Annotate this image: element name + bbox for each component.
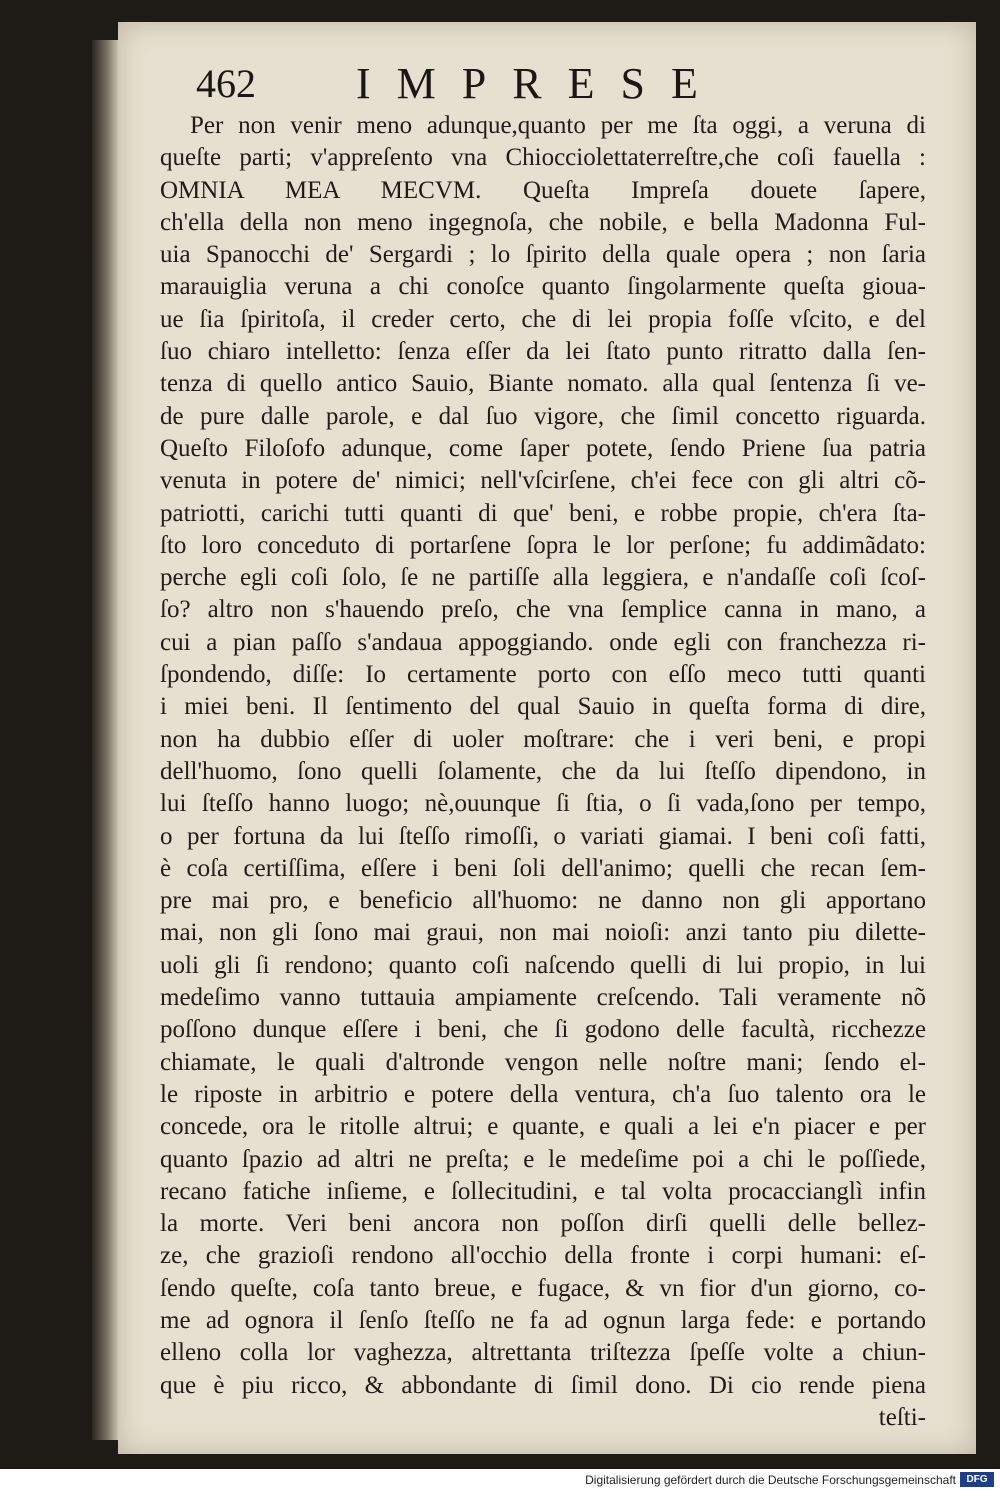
book-gutter (92, 40, 118, 1440)
text-line: que è piu ricco, & abbondante di ſimil dono. Di cio rende piena (160, 1371, 926, 1399)
text-line: OMNIA MEA MECVM. Queſta Impreſa douete ſapere, (160, 176, 926, 204)
text-line: queſte parti; v'appreſento vna Chiocciolettaterreſtre,che coſi fauella : (160, 144, 926, 172)
text-line: perche egli coſi ſolo, ſe ne partiſſe alla leggiera, e n'andaſſe coſi ſcoſ- (160, 564, 926, 592)
text-line: dell'huomo, ſono quelli ſolamente, che da lui ſteſſo dipendono, in (160, 757, 926, 785)
text-line: recano fatiche inſieme, e ſollecitudini, e tal volta procaccianglì infin (160, 1177, 926, 1205)
text-line: poſſono dunque eſſere i beni, che ſi godono delle facultà, ricchezze (160, 1016, 926, 1044)
digitization-credit: Digitalisierung gefördert durch die Deutsche Forschungsgemeinschaft (585, 1473, 956, 1487)
text-line: concede, ora le ritolle altrui; e quante, e quali a lei e'n piacer e per (160, 1113, 926, 1141)
text-line: ſpondendo, diſſe: Io certamente porto con eſſo meco tutti quanti (160, 661, 926, 689)
text-line: marauiglia veruna a chi conoſce quanto ſingolarmente queſta gioua- (160, 273, 926, 301)
body-text (160, 110, 926, 1434)
text-line: ſendo queſte, coſa tanto breue, e fugace, & vn fior d'un giorno, co- (160, 1274, 926, 1302)
running-title: IMPRESE (356, 59, 724, 108)
text-line: uoli gli ſi rendono; quanto coſi naſcendo quelli di lui propio, in lui (160, 951, 926, 979)
text-line: mai, non gli ſono mai graui, non mai noioſi: anzi tanto piu dilette- (160, 919, 926, 947)
text-line: cui a pian paſſo s'andaua appoggiando. onde egli con franchezza ri- (160, 628, 926, 656)
text-line: Per non venir meno adunque,quanto per me ſta oggi, a veruna di (190, 112, 926, 139)
footer-bar (0, 1469, 1000, 1491)
text-line: i miei beni. Il ſentimento del qual Sauio in queſta forma di dire, (160, 693, 926, 721)
text-line: elleno colla lor vaghezza, altrettanta triſtezza ſpeſſe volte a chiun- (160, 1339, 926, 1367)
page-number: 462 (196, 61, 256, 106)
text-line: non ha dubbio eſſer di uoler moſtrare: che i veri beni, e propi (160, 725, 926, 753)
text-line: ch'ella della non meno ingegnoſa, che nobile, e bella Madonna Ful- (160, 208, 926, 236)
text-line: me ad ognora il ſenſo ſteſſo ne fa ad ognun larga fede: e portando (160, 1306, 926, 1334)
text-line: ue ſia ſpiritoſa, il creder certo, che di lei propia foſſe vſcito, e del (160, 305, 926, 333)
text-line: quanto ſpazio ad altri ne preſta; e le medeſime poi a chi le poſſiede, (160, 1145, 926, 1173)
text-line: è coſa certiſſima, eſſere i beni ſoli dell'animo; quelli che recan ſem- (160, 854, 926, 882)
text-line: ze, che grazioſi rendono all'occhio della fronte i corpi humani: eſ- (160, 1242, 926, 1270)
text-line: o per fortuna da lui ſteſſo rimoſſi, o variati giamai. I beni coſi fatti, (160, 822, 926, 850)
text-line: teſti- (878, 1403, 926, 1431)
text-line: ſuo chiaro intelletto: ſenza eſſer da lei ſtato punto ritratto dalla ſen- (160, 338, 926, 366)
text-line: la morte. Veri beni ancora non poſſon dirſi quelli delle bellez- (160, 1210, 926, 1238)
page-header (196, 52, 836, 112)
text-line: tenza di quello antico Sauio, Biante nomato. alla qual ſentenza ſi ve- (160, 370, 926, 398)
text-line: ſo? altro non s'hauendo preſo, che vna ſemplice canna in mano, a (160, 596, 926, 624)
text-line: patriotti, carichi tutti quanti di que' beni, e robbe propie, ch'era ſta- (160, 499, 926, 527)
text-line: medeſimo vanno tuttauia ampiamente creſcendo. Tali veramente nõ (160, 984, 926, 1012)
text-line: de pure dalle parole, e dal ſuo vigore, che ſimil concetto riguarda. (160, 402, 926, 430)
text-line: ſto loro conceduto di portarſene ſopra le lor perſone; fu addimãdato: (160, 531, 926, 559)
text-line: venuta in potere de' nimici; nell'vſcirſene, ch'ei fece con gli altri cõ- (160, 467, 926, 495)
text-line: Queſto Filoſofo adunque, come ſaper potete, ſendo Priene ſua patria (160, 434, 926, 462)
text-line: uia Spanocchi de' Sergardi ; lo ſpirito della quale opera ; non ſaria (160, 241, 926, 269)
text-line: lui ſteſſo hanno luogo; nè,ouunque ſi ſtia, o ſi vada,ſono per tempo, (160, 790, 926, 818)
text-line: chiamate, le quali d'altronde vengon nelle noſtre mani; ſendo el- (160, 1048, 926, 1076)
dfg-logo-icon: DFG (960, 1472, 994, 1487)
text-line: pre mai pro, e beneficio all'huomo: ne danno non gli apportano (160, 887, 926, 915)
text-line: le riposte in arbitrio e potere della ventura, ch'a ſuo talento ora le (160, 1080, 926, 1108)
